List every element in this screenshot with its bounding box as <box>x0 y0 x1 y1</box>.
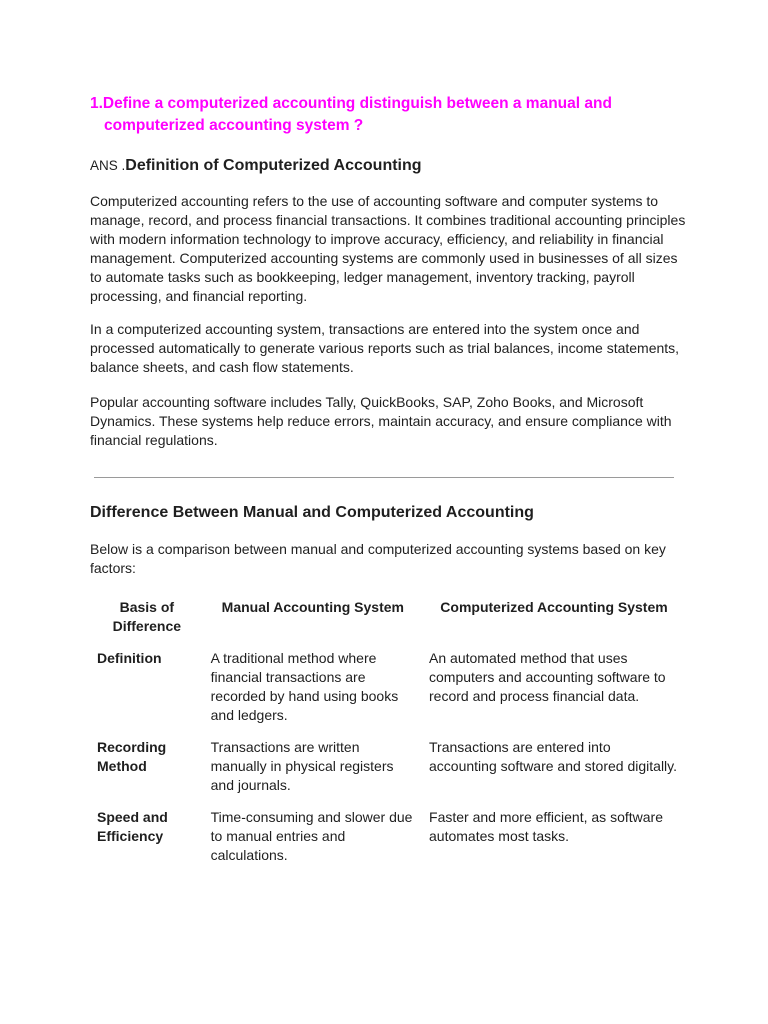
header-manual: Manual Accounting System <box>221 599 404 615</box>
question-line-2: computerized accounting system ? <box>104 117 364 134</box>
row-basis: Definition <box>97 650 162 666</box>
table-row <box>90 808 686 878</box>
row-computerized: Transactions are entered into accounting software and stored digitally. <box>429 739 678 774</box>
section-title: Difference Between Manual and Computerized Accounting <box>90 504 534 521</box>
row-manual: Time-consuming and slower due to manual entries and calculations. <box>210 809 413 863</box>
definition-paragraph-2: In a computerized accounting system, transactions are entered into the system once and processed automatically to generate various reports such as trial balances, income statements, balance sheets, and cash flow statements. <box>90 321 680 375</box>
comparison-table <box>90 598 686 878</box>
row-basis: Speed and Efficiency <box>97 809 168 844</box>
question-line-1: 1.Define a computerized accounting distinguish between a manual and <box>90 95 612 112</box>
row-manual: Transactions are written manually in physical registers and journals. <box>210 739 394 793</box>
horizontal-divider <box>94 477 674 478</box>
definition-paragraph-1: Computerized accounting refers to the use of accounting software and computer systems to manage, record, and process financial transactions. It combines traditional accounting principles with modern information technology to improve accuracy, efficiency, and reliability in financial management. Computerized accounting systems are commonly used in businesses of all sizes to automate tasks such as bookkeeping, ledger management, inventory tracking, payroll processing, and financial reporting. <box>90 193 686 304</box>
row-basis: Recording Method <box>97 739 167 774</box>
table-row <box>90 649 686 738</box>
comparison-intro: Below is a comparison between manual and computerized accounting systems based on key factors: <box>90 541 666 576</box>
answer-heading <box>90 155 422 177</box>
answer-prefix: ANS . <box>90 158 126 173</box>
header-basis: Basis of Difference <box>112 599 182 634</box>
header-computerized: Computerized Accounting System <box>440 599 668 615</box>
question-heading <box>90 93 690 137</box>
definition-paragraph-3: Popular accounting software includes Tally, QuickBooks, SAP, Zoho Books, and Microsoft Dynamics. These systems help reduce errors, maintain accuracy, and ensure compliance with financial regulations. <box>90 394 672 448</box>
row-manual: A traditional method where financial transactions are recorded by hand using books and ledgers. <box>210 650 399 723</box>
table-row <box>90 738 686 808</box>
row-computerized: Faster and more efficient, as software automates most tasks. <box>429 809 663 844</box>
table-header-row <box>90 598 686 649</box>
row-computerized: An automated method that uses computers and accounting software to record and process financial data. <box>429 650 666 704</box>
answer-title: Definition of Computerized Accounting <box>125 157 422 174</box>
